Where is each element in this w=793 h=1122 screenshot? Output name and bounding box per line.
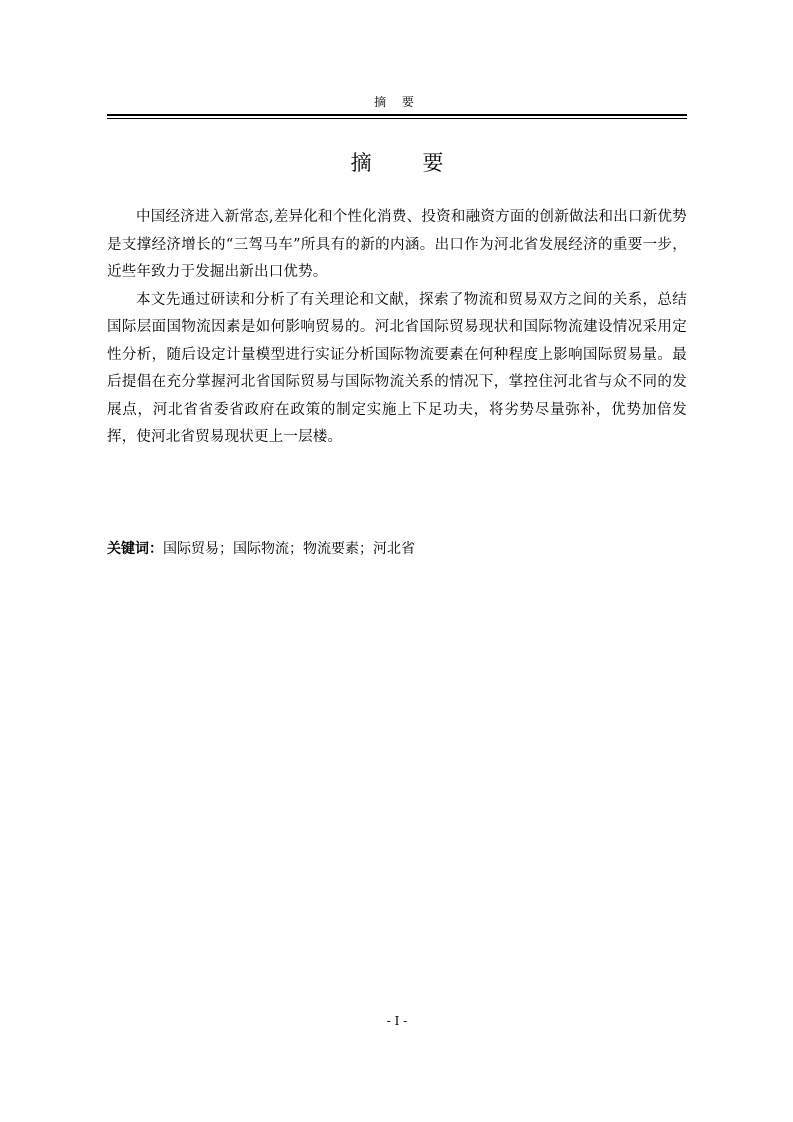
page-number: - I - xyxy=(386,1014,408,1028)
running-header: 摘 要 xyxy=(374,95,420,109)
abstract-paragraph-1: 中国经济进入新常态,差异化和个性化消费、投资和融资方面的创新做法和出口新优势是支撑经济增长的“三驾马车”所具有的新的内涵。出口作为河北省发展经济的重要一步，近些年致力于发掘出新出口优势。 xyxy=(107,209,687,280)
keywords-line xyxy=(107,536,687,563)
abstract-body xyxy=(107,204,687,452)
header-rule-thick xyxy=(107,114,687,116)
keywords-value: 国际贸易；国际物流；物流要素；河北省 xyxy=(163,541,415,557)
abstract-paragraph-2: 本文先通过研读和分析了有关理论和文献，探索了物流和贸易双方之间的关系，总结国际层面国物流因素是如何影响贸易的。河北省国际贸易现状和国际物流建设情况采用定性分析，随后设定计量模型进行实证分析国际物流要素在何种程度上影响国际贸易量。最后提倡在充分掌握河北省国际贸易与国际物流关系的情况下，掌控住河北省与众不同的发展点，河北省省委省政府在政策的制定实施上下足功夫，将劣势尽量弥补，优势加倍发挥，使河北省贸易现状更上一层楼。 xyxy=(107,291,687,445)
page-title: 摘 要 xyxy=(350,151,466,175)
keywords-label: 关键词： xyxy=(107,541,163,557)
header-rule-thin xyxy=(107,118,687,119)
